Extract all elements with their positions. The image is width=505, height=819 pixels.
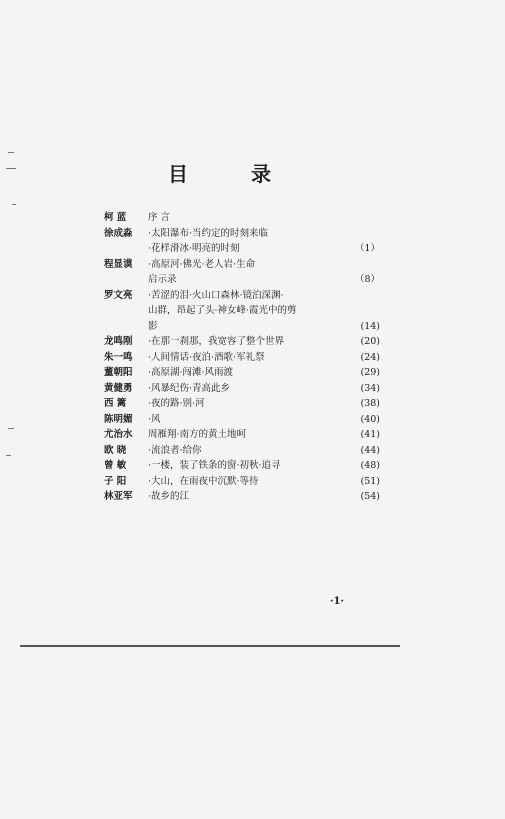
toc-author: 西 篱 (104, 398, 127, 409)
toc-line (148, 288, 380, 304)
toc-line (148, 226, 380, 242)
toc-line (148, 210, 380, 226)
toc-page-number: (51) (360, 475, 380, 487)
toc-entry (104, 334, 380, 350)
toc-titles: 山群，昂起了头·神女峰·霞光中的剪 (148, 305, 297, 316)
toc-author: 欧 晓 (104, 444, 127, 456)
toc-entry (104, 443, 380, 459)
toc-page-number: (38) (360, 398, 380, 409)
toc-author: 龙鸣刚 (104, 336, 133, 347)
toc-titles: ·在那一刹那，我宽容了整个世界 (148, 336, 285, 347)
toc-author: 子 阳 (104, 475, 127, 487)
toc-page-number: (20) (360, 336, 380, 347)
toc-page-number: （1） (354, 243, 380, 254)
toc-titles: ·高原湖·闯滩·风雨渡 (148, 367, 234, 378)
toc-page-number: (41) (360, 429, 380, 440)
toc-entry (104, 474, 380, 490)
toc-entry (104, 412, 380, 428)
toc-page-number: (54) (360, 491, 380, 502)
toc-titles: 启示录 (148, 274, 177, 285)
toc-line (148, 241, 380, 257)
toc-entry (104, 381, 380, 397)
toc-page-number: (24) (360, 351, 380, 363)
toc-line (148, 396, 380, 412)
page-number: ·1· (330, 596, 344, 607)
toc-line (148, 474, 380, 490)
toc-entry (104, 489, 380, 505)
toc-entry (104, 350, 380, 366)
toc-entry (104, 288, 380, 335)
toc-line (148, 365, 380, 381)
toc-line (148, 319, 380, 335)
toc-line (148, 412, 380, 428)
toc-titles: 周雁翔·南方的黄土地呵 (148, 429, 247, 440)
toc-line (148, 381, 380, 397)
toc-page-number: (48) (360, 460, 380, 471)
toc-line (148, 458, 380, 474)
scan-mark (6, 168, 16, 169)
toc-line (148, 489, 380, 505)
toc-titles: ·高原河·佛光·老人岩·生命 (148, 258, 256, 270)
toc-line (148, 272, 380, 288)
scan-mark (8, 152, 14, 153)
toc-entry (104, 257, 380, 288)
toc-titles: 序 言 (148, 212, 171, 223)
table-of-contents (104, 210, 380, 505)
toc-author: 尤治水 (104, 429, 133, 440)
toc-titles: ·风 (148, 413, 161, 425)
toc-author: 程显谟 (104, 258, 133, 270)
toc-author: 曾 敏 (104, 460, 127, 471)
toc-titles: ·花样滑冰·明亮的时刻 (148, 243, 240, 254)
toc-line (148, 303, 380, 319)
toc-titles: ·大山，在雨夜中沉默·等待 (148, 475, 259, 487)
toc-line (148, 334, 380, 350)
toc-titles: ·风暴纪伤·青高此乡 (148, 382, 231, 394)
toc-titles: ·一楼，装了铁条的窗·初秋·追寻 (148, 460, 281, 471)
scan-mark (12, 204, 16, 205)
toc-titles: ·太阳瀑布·当约定的时刻来临 (148, 227, 269, 239)
toc-titles: ·人间情话·夜泊·酒歌·军礼祭 (148, 351, 265, 363)
toc-line (148, 427, 380, 443)
toc-page-number: (40) (360, 413, 380, 425)
scan-mark (8, 428, 14, 429)
toc-titles: ·苦涩的泪·火山口森林·镜泊深渊· (148, 289, 284, 301)
toc-page-number: (34) (360, 382, 380, 394)
toc-author: 柯 蓝 (104, 212, 127, 223)
toc-line (148, 350, 380, 366)
toc-entry (104, 210, 380, 226)
scan-mark (6, 455, 11, 456)
toc-titles: ·夜的路·别·河 (148, 398, 205, 409)
toc-author: 黄健勇 (104, 382, 133, 394)
toc-author: 罗文亮 (104, 289, 133, 301)
toc-titles: ·故乡的江 (148, 491, 190, 502)
toc-line (148, 443, 380, 459)
toc-titles: ·流浪者·给你 (148, 444, 202, 456)
toc-entry (104, 226, 380, 257)
toc-author: 徐成淼 (104, 227, 133, 239)
toc-author: 陈明媚 (104, 413, 133, 425)
toc-entry (104, 365, 380, 381)
divider-line (20, 645, 400, 647)
toc-author: 林亚军 (104, 491, 133, 502)
toc-page-number: (29) (360, 367, 380, 378)
toc-author: 董朝阳 (104, 367, 133, 378)
toc-page-number: (14) (360, 320, 380, 332)
page-title: 目 录 (168, 162, 299, 186)
toc-entry (104, 427, 380, 443)
toc-page-number: （8） (354, 274, 380, 285)
toc-entry (104, 458, 380, 474)
toc-page-number: (44) (360, 444, 380, 456)
toc-author: 朱一鸣 (104, 351, 133, 363)
toc-entry (104, 396, 380, 412)
toc-titles: 影 (148, 320, 158, 332)
toc-line (148, 257, 380, 273)
